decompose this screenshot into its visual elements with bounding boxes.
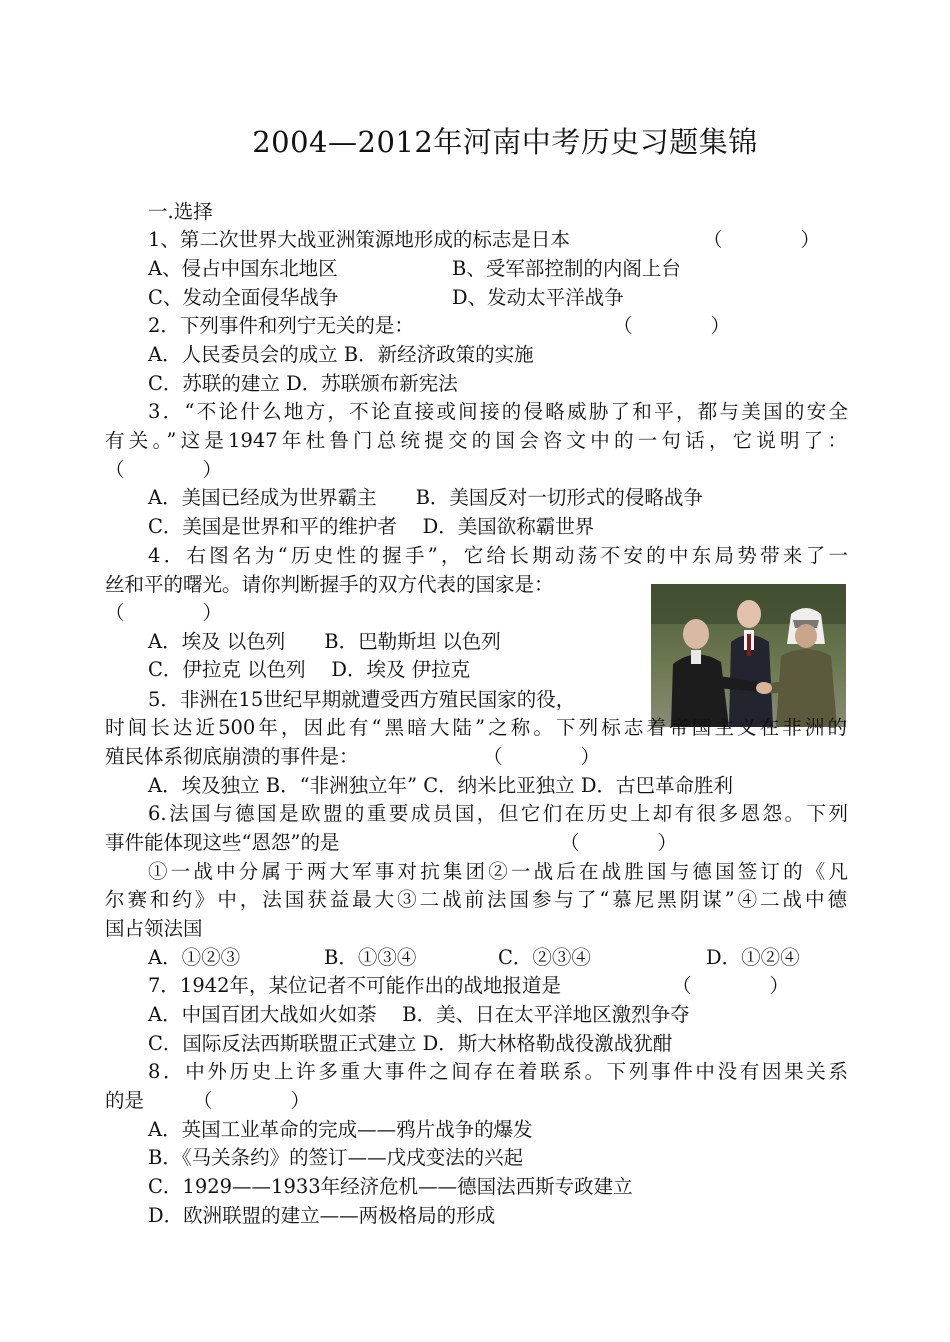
question-4-line-1: 4．右图名为“历史性的握手”，它给长期动荡不安的中东局势带来了一 bbox=[148, 544, 848, 567]
question-3-answer-blank: （ ） bbox=[105, 458, 223, 481]
question-7-answer-blank: （ ） bbox=[672, 974, 790, 997]
question-1-options-ab bbox=[148, 255, 848, 284]
question-4-options-cd: C．伊拉克 以色列 D．埃及 伊拉克 bbox=[148, 658, 471, 681]
question-5-options: A．埃及独立 B．“非洲独立年” C．纳米比亚独立 D．古巴革命胜利 bbox=[148, 774, 734, 797]
question-6-option-a: A．①②③ bbox=[148, 946, 241, 969]
question-8-option-d: D．欧洲联盟的建立——两极格局的形成 bbox=[148, 1204, 496, 1227]
question-4-line-2: 丝和平的曙光。请你判断握手的双方代表的国家是： bbox=[105, 573, 554, 596]
question-6-option-b: B．①③④ bbox=[324, 946, 417, 969]
question-1-text: 1、第二次世界大战亚洲策源地形成的标志是日本 bbox=[148, 228, 570, 251]
question-8-option-a: A．英国工业革命的完成——鸦片战争的爆发 bbox=[148, 1118, 533, 1141]
question-7-options-cd: C．国际反法西斯联盟正式建立 D．斯大林格勒战役激战犹酣 bbox=[148, 1032, 673, 1055]
question-5-answer-blank: （ ） bbox=[483, 745, 601, 768]
question-8-text: 的是 bbox=[105, 1089, 145, 1112]
question-5-line-3 bbox=[105, 743, 847, 772]
question-6-line-5: 国占领法国 bbox=[105, 917, 203, 940]
historic-handshake-photo bbox=[651, 584, 846, 727]
question-2-answer-blank: （ ） bbox=[613, 314, 731, 337]
question-6-answer-blank: （ ） bbox=[560, 831, 678, 854]
section-heading: 一.选择 bbox=[148, 200, 213, 223]
question-6-line-2 bbox=[105, 829, 847, 858]
question-8-answer-blank: （ ） bbox=[193, 1089, 311, 1112]
question-1-option-d: D、发动太平洋战争 bbox=[452, 286, 624, 309]
question-1-stem bbox=[148, 226, 848, 255]
question-6-option-c: C．②③④ bbox=[498, 946, 591, 969]
question-6-text: 事件能体现这些“恩怨”的是 bbox=[105, 831, 340, 854]
question-8-option-c: C．1929——1933年经济危机——德国法西斯专政建立 bbox=[148, 1175, 633, 1198]
question-3-options-ab: A．美国已经成为世界霸主 B．美国反对一切形式的侵略战争 bbox=[148, 486, 703, 509]
question-7-text: 7．1942年，某位记者不可能作出的战地报道是 bbox=[148, 974, 562, 997]
question-2-options-cd: C．苏联的建立 D．苏联颁布新宪法 bbox=[148, 372, 458, 395]
question-5-line-2: 时间长达近500年，因此有“黑暗大陆”之称。下列标志着帝国主义在非洲的 bbox=[105, 716, 847, 739]
document-title: 2004—2012年河南中考历史习题集锦 bbox=[252, 125, 758, 159]
question-4-answer-blank: （ ） bbox=[105, 601, 223, 624]
question-7-options-ab: A．中国百团大战如火如荼 B．美、日在太平洋地区激烈争夺 bbox=[148, 1003, 690, 1026]
question-2-text: 2．下列事件和列宁无关的是： bbox=[148, 314, 414, 337]
question-1-option-c: C、发动全面侵华战争 bbox=[148, 286, 339, 309]
question-3-line-2: 有关。”这是1947年杜鲁门总统提交的国会咨文中的一句话，它说明了： bbox=[105, 429, 847, 452]
question-1-option-b: B、受军部控制的内阁上台 bbox=[452, 257, 681, 280]
question-1-answer-blank: （ ） bbox=[703, 228, 821, 251]
question-5-text: 殖民体系彻底崩溃的事件是： bbox=[105, 745, 359, 768]
question-7-stem bbox=[148, 972, 848, 1001]
question-3-options-cd: C．美国是世界和平的维护者 D．美国欲称霸世界 bbox=[148, 515, 595, 538]
question-8-line-1: 8．中外历史上许多重大事件之间存在着联系。下列事件中没有因果关系 bbox=[148, 1060, 848, 1083]
question-2-stem bbox=[148, 312, 848, 341]
question-1-option-a: A、侵占中国东北地区 bbox=[148, 257, 338, 280]
question-8-option-b: B．《马关条约》的签订——戊戌变法的兴起 bbox=[148, 1146, 524, 1169]
question-1-options-cd bbox=[148, 284, 848, 313]
question-3-line-1: 3．“不论什么地方，不论直接或间接的侵略威胁了和平，都与美国的安全 bbox=[148, 400, 848, 423]
question-6-line-3: ①一战中分属于两大军事对抗集团②一战后在战胜国与德国签订的《凡 bbox=[148, 860, 848, 883]
question-4-options-ab: A．埃及 以色列 B．巴勒斯坦 以色列 bbox=[148, 630, 501, 653]
question-8-line-2 bbox=[105, 1087, 847, 1116]
question-6-option-d: D．①②④ bbox=[706, 946, 800, 969]
question-6-options bbox=[148, 944, 848, 973]
question-2-options-ab: A．人民委员会的成立 B．新经济政策的实施 bbox=[148, 343, 534, 366]
question-6-line-4: 尔赛和约》中，法国获益最大③二战前法国参与了“慕尼黑阴谋”④二战中德 bbox=[105, 888, 847, 911]
question-5-line-1: 5．非洲在15世纪早期就遭受西方殖民国家的役， bbox=[148, 688, 576, 711]
question-6-line-1: 6.法国与德国是欧盟的重要成员国，但它们在历史上却有很多恩怨。下列 bbox=[148, 802, 848, 825]
